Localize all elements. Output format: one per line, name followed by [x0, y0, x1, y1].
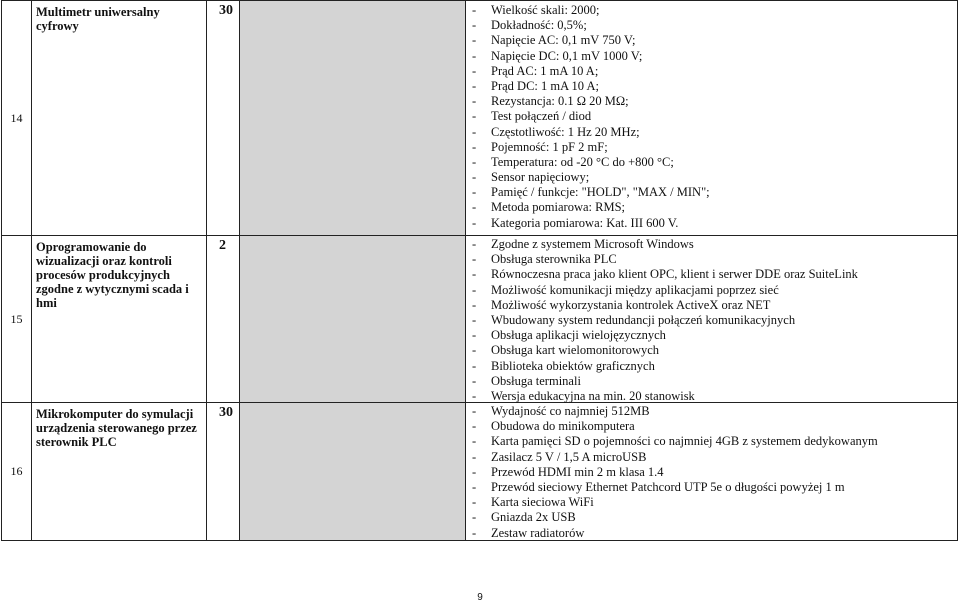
- spec-item: - Dokładność: 0,5%;: [469, 18, 955, 33]
- spec-item: - Wersja edukacyjna na min. 20 stanowisk: [469, 389, 955, 404]
- spec-list: [469, 3, 955, 231]
- spec-item: - Rezystancja: 0.1 Ω 20 MΩ;: [469, 94, 955, 109]
- spec-item: - Wielkość skali: 2000;: [469, 3, 955, 18]
- spec-item: - Sensor napięciowy;: [469, 170, 955, 185]
- spec-item: - Zasilacz 5 V / 1,5 A microUSB: [469, 450, 955, 465]
- spec-item: - Gniazda 2x USB: [469, 510, 955, 525]
- spec-item: - Metoda pomiarowa: RMS;: [469, 200, 955, 215]
- spec-item: - Temperatura: od -20 °C do +800 °C;: [469, 155, 955, 170]
- spec-item: - Obsługa kart wielomonitorowych: [469, 343, 955, 358]
- row-number-cell: [1, 235, 32, 403]
- quantity: 30: [219, 3, 233, 18]
- spec-item: - Możliwość wykorzystania kontrolek ActiveX oraz NET: [469, 298, 955, 313]
- empty-shaded-cell: [239, 402, 466, 541]
- empty-shaded-cell: [239, 235, 466, 403]
- row-number: 15: [10, 311, 23, 326]
- quantity-cell: [206, 0, 240, 236]
- item-name: Oprogramowanie do wizualizacji oraz kontroli procesów produkcyjnych zgodne z wytycznymi scada i hmi: [36, 240, 189, 310]
- spec-item: - Pamięć / funkcje: "HOLD", "MAX / MIN";: [469, 185, 955, 200]
- spec-item: - Obsługa sterownika PLC: [469, 252, 955, 267]
- spec-item: - Kategoria pomiarowa: Kat. III 600 V.: [469, 216, 955, 231]
- spec-list: [469, 404, 955, 541]
- spec-item: - Pojemność: 1 pF 2 mF;: [469, 140, 955, 155]
- spec-list: [469, 237, 955, 404]
- spec-item: - Obsługa terminali: [469, 374, 955, 389]
- spec-item: - Wbudowany system redundancji połączeń komunikacyjnych: [469, 313, 955, 328]
- item-name-cell: [31, 402, 207, 541]
- spec-item: - Możliwość komunikacji między aplikacjami poprzez sieć: [469, 283, 955, 298]
- spec-item: - Prąd AC: 1 mA 10 A;: [469, 64, 955, 79]
- spec-item: - Częstotliwość: 1 Hz 20 MHz;: [469, 125, 955, 140]
- spec-item: - Napięcie DC: 0,1 mV 1000 V;: [469, 49, 955, 64]
- empty-shaded-cell: [239, 0, 466, 236]
- spec-item: - Karta sieciowa WiFi: [469, 495, 955, 510]
- quantity: 30: [219, 405, 233, 420]
- item-name: Multimetr uniwersalny cyfrowy: [36, 5, 160, 33]
- item-name-cell: [31, 235, 207, 403]
- spec-item: - Prąd DC: 1 mA 10 A;: [469, 79, 955, 94]
- spec-item: - Karta pamięci SD o pojemności co najmniej 4GB z systemem dedykowanym: [469, 434, 955, 449]
- row-number: 16: [10, 464, 23, 478]
- spec-item: - Obsługa aplikacji wielojęzycznych: [469, 328, 955, 343]
- spec-item: - Wydajność co najmniej 512MB: [469, 404, 955, 419]
- item-name-cell: [31, 0, 207, 236]
- quantity: 2: [219, 238, 226, 253]
- spec-item: - Biblioteka obiektów graficznych: [469, 359, 955, 374]
- row-number-cell: [1, 0, 32, 236]
- row-number-cell: [1, 402, 32, 541]
- spec-item: - Napięcie AC: 0,1 mV 750 V;: [469, 33, 955, 48]
- page-number: 9: [477, 592, 483, 603]
- spec-item: - Zgodne z systemem Microsoft Windows: [469, 237, 955, 252]
- spec-item: - Zestaw radiatorów: [469, 526, 955, 541]
- spec-item: - Przewód sieciowy Ethernet Patchcord UTP 5e o długości powyżej 1 m: [469, 480, 955, 495]
- quantity-cell: [206, 402, 240, 541]
- spec-item: - Przewód HDMI min 2 m klasa 1.4: [469, 465, 955, 480]
- quantity-cell: [206, 235, 240, 403]
- row-number: 14: [10, 110, 23, 125]
- spec-item: - Równoczesna praca jako klient OPC, klient i serwer DDE oraz SuiteLink: [469, 267, 955, 282]
- spec-item: - Test połączeń / diod: [469, 109, 955, 124]
- spec-item: - Obudowa do minikomputera: [469, 419, 955, 434]
- item-name: Mikrokomputer do symulacji urządzenia sterowanego przez sterownik PLC: [36, 407, 197, 449]
- specification-table: [1, 0, 958, 541]
